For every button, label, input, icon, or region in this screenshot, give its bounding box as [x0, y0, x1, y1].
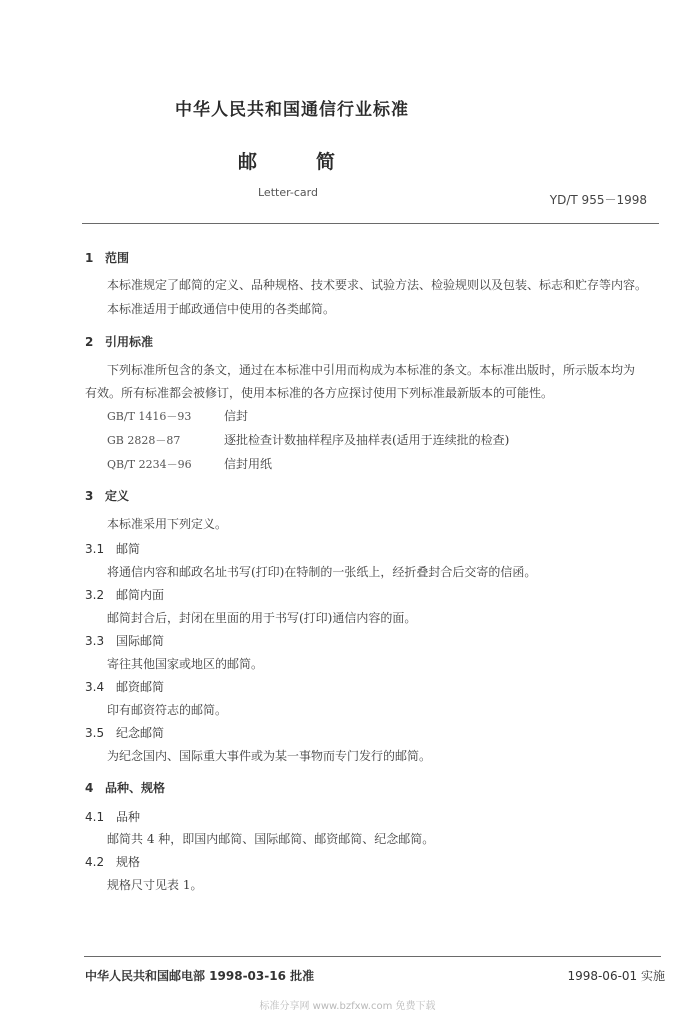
subsection-3-2-heading [85, 586, 164, 603]
subsection-number: 3.2 [85, 588, 105, 602]
doc-title-english: Letter-card [258, 186, 318, 199]
ref-code: GB/T 1416－93 [107, 410, 192, 423]
subsection-title: 品种 [116, 810, 141, 824]
subsection-3-3-heading [85, 632, 164, 649]
subsection-title: 邮简内面 [116, 588, 165, 602]
ref-code: QB/T 2234－96 [107, 458, 192, 471]
ref-title: 逐批检查计数抽样程序及抽样表(适用于连续批的检查) [224, 433, 510, 447]
section-title: 引用标准 [105, 335, 154, 349]
paragraph: 有效。所有标准都会被修订，使用本标准的各方应探讨使用下列标准最新版本的可能性。 [85, 386, 554, 400]
section-1-heading [85, 249, 129, 266]
paragraph: 本标准规定了邮简的定义、品种规格、技术要求、试验方法、检验规则以及包装、标志和贮存等内容。 [107, 278, 648, 292]
subsection-4-2-heading [85, 853, 140, 870]
subsection-4-1-heading [85, 808, 140, 825]
ref-code: GB 2828－87 [107, 434, 181, 447]
paragraph: 寄往其他国家或地区的邮简。 [107, 657, 264, 671]
subsection-number: 4.2 [85, 855, 105, 869]
subsection-title: 纪念邮简 [116, 726, 165, 740]
section-2-heading [85, 333, 153, 350]
subsection-number: 4.1 [85, 810, 105, 824]
paragraph: 本标准适用于邮政通信中使用的各类邮简。 [107, 302, 336, 316]
paragraph: 本标准采用下列定义。 [107, 517, 228, 531]
doc-code: YD/T 955－1998 [549, 193, 647, 207]
footer-divider [84, 956, 661, 957]
paragraph: 邮简共 4 种，即国内邮简、国际邮简、邮资邮简、纪念邮简。 [107, 832, 435, 846]
watermark-text: 标准分享网 www.bzfxw.com 免费下载 [259, 1001, 436, 1012]
subsection-title: 邮简 [116, 542, 141, 556]
section-title: 品种、规格 [105, 781, 166, 795]
section-number: 1 [85, 251, 94, 265]
section-3-heading [85, 487, 129, 504]
paragraph: 规格尺寸见表 1。 [107, 878, 203, 892]
section-title: 范围 [105, 251, 130, 265]
ref-title: 信封 [224, 409, 249, 423]
doc-title-char-2: 简 [316, 151, 336, 173]
subsection-3-5-heading [85, 724, 164, 741]
section-number: 2 [85, 335, 94, 349]
subsection-number: 3.5 [85, 726, 105, 740]
subsection-title: 邮资邮简 [116, 680, 165, 694]
subsection-number: 3.1 [85, 542, 105, 556]
doc-title-char-1: 邮 [238, 151, 258, 173]
section-title: 定义 [105, 489, 130, 503]
paragraph: 邮简封合后，封闭在里面的用于书写(打印)通信内容的面。 [107, 611, 417, 625]
header-divider [82, 223, 659, 224]
subsection-number: 3.3 [85, 634, 105, 648]
approval-date: 中华人民共和国邮电部 1998-03-16 批准 [85, 969, 315, 983]
section-number: 4 [85, 781, 94, 795]
paragraph: 下列标准所包含的条文，通过在本标准中引用而构成为本标准的条文。本标准出版时，所示版本均为 [107, 363, 636, 377]
paragraph: 印有邮资符志的邮简。 [107, 703, 228, 717]
section-4-heading [85, 779, 165, 796]
ref-title: 信封用纸 [224, 457, 273, 471]
paragraph: 为纪念国内、国际重大事件或为某一事物而专门发行的邮简。 [107, 749, 432, 763]
subsection-3-4-heading [85, 678, 164, 695]
subsection-title: 国际邮简 [116, 634, 165, 648]
section-number: 3 [85, 489, 94, 503]
subsection-3-1-heading [85, 540, 140, 557]
implementation-date: 1998-06-01 实施 [567, 969, 665, 983]
paragraph: 将通信内容和邮政名址书写(打印)在特制的一张纸上，经折叠封合后交寄的信函。 [107, 565, 537, 579]
standard-title: 中华人民共和国通信行业标准 [175, 100, 409, 120]
subsection-number: 3.4 [85, 680, 105, 694]
subsection-title: 规格 [116, 855, 141, 869]
